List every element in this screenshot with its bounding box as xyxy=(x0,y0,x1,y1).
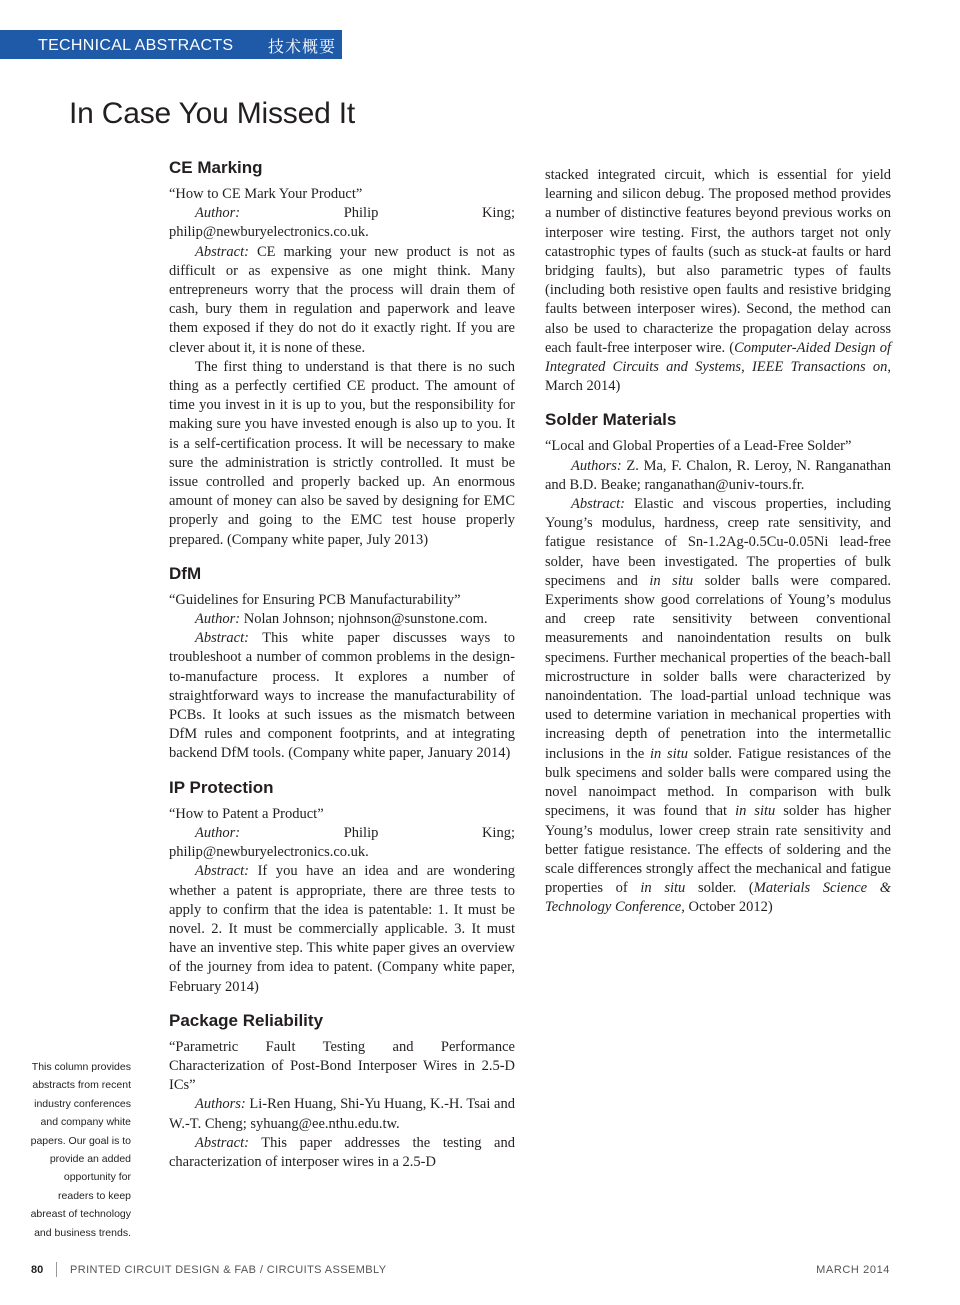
page-number: 80 xyxy=(31,1264,44,1276)
abstract-label: Abstract: xyxy=(195,243,249,260)
right-column xyxy=(545,166,891,931)
source-date: , March 2014) xyxy=(545,359,891,395)
banner-label: TECHNICAL ABSTRACTS xyxy=(38,37,234,54)
section-solder-materials xyxy=(545,409,891,917)
abstract-text: Elastic and viscous properties, including Young’s modulus, hardness, creep rate sensitivity, and fatigue resistance of Sn-1.2Ag-0.5Cu-0.05Ni lead-free solder, have been investigated. The properties of bulk specimens and xyxy=(545,496,891,589)
author-label: Authors: xyxy=(195,1096,246,1113)
page-title: In Case You Missed It xyxy=(69,97,355,130)
author-text: Philip King; philip@newburyelectronics.co.uk. xyxy=(169,205,515,241)
abstract-text: solder. Fatigue resistances of the bulk specimens and solder balls were compared using the novel nanoimpact method. In comparison with bulk specimens, it was found that xyxy=(545,745,891,820)
publication-name: PRINTED CIRCUIT DESIGN & FAB / CIRCUITS ASSEMBLY xyxy=(70,1264,387,1276)
article-abstract xyxy=(169,1134,515,1172)
page-footer xyxy=(0,1262,960,1278)
section-heading: DfM xyxy=(169,563,202,583)
author-label: Author: xyxy=(195,205,241,222)
article-author xyxy=(545,457,891,495)
article-abstract xyxy=(169,243,515,358)
article-author xyxy=(169,204,515,242)
section-heading: Package Reliability xyxy=(169,1010,324,1030)
in-situ-term: in situ xyxy=(640,880,686,897)
abstract-continued xyxy=(545,166,891,396)
author-text: Nolan Johnson; njohnson@sunstone.com. xyxy=(240,611,488,628)
in-situ-term: in situ xyxy=(735,803,776,820)
section-heading: Solder Materials xyxy=(545,410,677,430)
abstract-label: Abstract: xyxy=(195,863,249,880)
article-abstract xyxy=(169,862,515,996)
author-text: Z. Ma, F. Chalon, R. Leroy, N. Ranganathan and B.D. Beake; ranganathan@univ-tours.fr. xyxy=(545,457,891,493)
left-column xyxy=(169,157,515,1185)
in-situ-term: in situ xyxy=(650,745,688,762)
abstract-label: Abstract: xyxy=(571,496,625,513)
section-package-reliability xyxy=(169,1010,515,1172)
abstract-paragraph: The first thing to understand is that there is no such thing as a perfectly certified CE product. The amount of time you invest in it is up to you, but the responsibility for making sure you have invested enough is also up to you. It is a self-certification process. It will be necessary to make sure the administration is strictly controlled. It must be issue controlled and properly backed up. An enormous amount of money can also be saved by designing for EMC properly and going to the EMC test house properly prepared. (Company white paper, July 2013) xyxy=(169,358,515,548)
section-dfm xyxy=(169,563,515,764)
article-author xyxy=(169,610,515,629)
article-abstract xyxy=(545,495,891,917)
article-title: “Parametric Fault Testing and Performance Characterization of Post-Bond Interposer Wires in 2.5-D ICs” xyxy=(169,1038,515,1094)
banner-label-chinese: 技术概要 xyxy=(268,37,337,56)
section-heading: CE Marking xyxy=(169,158,263,177)
abstract-text: solder balls were compared. Experiments show good correlations of Young’s modulus and creep rate sensitivity between conventional measurements and nanoindentation results on bulk specimens. Further mechanical properties of the beach-ball microstructure in solder balls were characterized by nanoindentation. The load-partial unload technique was used to determine variation in mechanical properties with increasing depth of penetration into the intermetallic inclusions in the xyxy=(545,572,891,762)
author-text: Philip King; philip@newburyelectronics.co.uk. xyxy=(169,824,515,861)
footer-divider xyxy=(56,1262,57,1277)
abstract-text: If you have an idea and are wondering whether a patent is appropriate, there are three tests to apply to confirm that the idea is patentable: 1. It must be novel. 2. It must be commercially applicable. 3. It must have an inventive step. This white paper gives an overview of the journey from idea to patent. (Company white paper, February 2014) xyxy=(169,863,515,995)
abstract-text: CE marking your new product is not as difficult or as expensive as one might think. Many entrepreneurs worry that the process will drain them of cash, bury them in regulation and paperwork and leave them exposed if they do not do it exactly right. If you are clever about it, it is none of these. xyxy=(169,243,515,356)
article-title: “How to CE Mark Your Product” xyxy=(169,186,363,202)
column-sidenote: This column provides abstracts from recent industry conferences and company white papers. Our goal is to provide an added opportunity for readers to keep abreast of technology and business trends. xyxy=(30,1061,131,1239)
section-banner xyxy=(0,30,342,59)
article-author xyxy=(169,1095,515,1133)
abstract-text: This white paper discusses ways to troubleshoot a number of common problems in the design-to-manufacture process. It explores a number of straightforward ways to increase the manufacturability of PCBs. It looks at such issues as the mismatch between DfM rules and component footprints, and at integrating backend DfM tools. (Company white paper, January 2014) xyxy=(169,630,515,762)
source-title: Computer-Aided Design of Integrated Circuits and Systems, IEEE Transactions on xyxy=(545,339,892,376)
article-title: “Local and Global Properties of a Lead-Free Solder” xyxy=(545,438,852,455)
abstract-text: stacked integrated circuit, which is essential for yield learning and silicon debug. The proposed method provides a number of distinctive features beyond previous works on interposer wire testing. First, the authors target not only catastrophic types of faults (such as stuck-at faults or hard bridging faults), but also parametric types of faults (including both resistive open faults and resistive bridging faults between interposer wires). Second, the method can also be used to characterize the propagation delay across each fault-free interposer wire. ( xyxy=(545,167,891,356)
section-ip-protection xyxy=(169,777,515,997)
abstract-label: Abstract: xyxy=(195,630,249,647)
article-title: “How to Patent a Product” xyxy=(169,805,324,822)
section-ce-marking xyxy=(169,157,515,550)
abstract-text: solder. ( xyxy=(685,880,754,897)
article-title: “Guidelines for Ensuring PCB Manufacturability” xyxy=(169,591,461,608)
section-heading: IP Protection xyxy=(169,777,274,797)
author-label: Author: xyxy=(195,611,241,628)
source-date: October 2012) xyxy=(684,899,773,916)
author-label: Authors: xyxy=(571,457,622,474)
abstract-label: Abstract: xyxy=(195,1134,249,1151)
source-title: Materials Science & Technology Conference, xyxy=(545,880,892,916)
abstract-text: solder has higher Young’s modulus, lower creep strain rate sensitivity and better fatigue resistance. The effects of soldering and the scale differences strongly affect the mechanical and fatigue properties of xyxy=(545,803,891,897)
author-text: Li-Ren Huang, Shi-Yu Huang, K.-H. Tsai and W.-T. Cheng; syhuang@ee.nthu.edu.tw. xyxy=(169,1096,515,1132)
issue-date: MARCH 2014 xyxy=(816,1264,890,1276)
abstract-text: This paper addresses the testing and characterization of interposer wires in a 2.5-D xyxy=(169,1134,515,1170)
article-abstract xyxy=(169,629,515,763)
in-situ-term: in situ xyxy=(649,572,694,589)
article-author xyxy=(169,824,515,862)
author-label: Author: xyxy=(195,824,241,841)
section-package-reliability-continued xyxy=(545,166,891,396)
